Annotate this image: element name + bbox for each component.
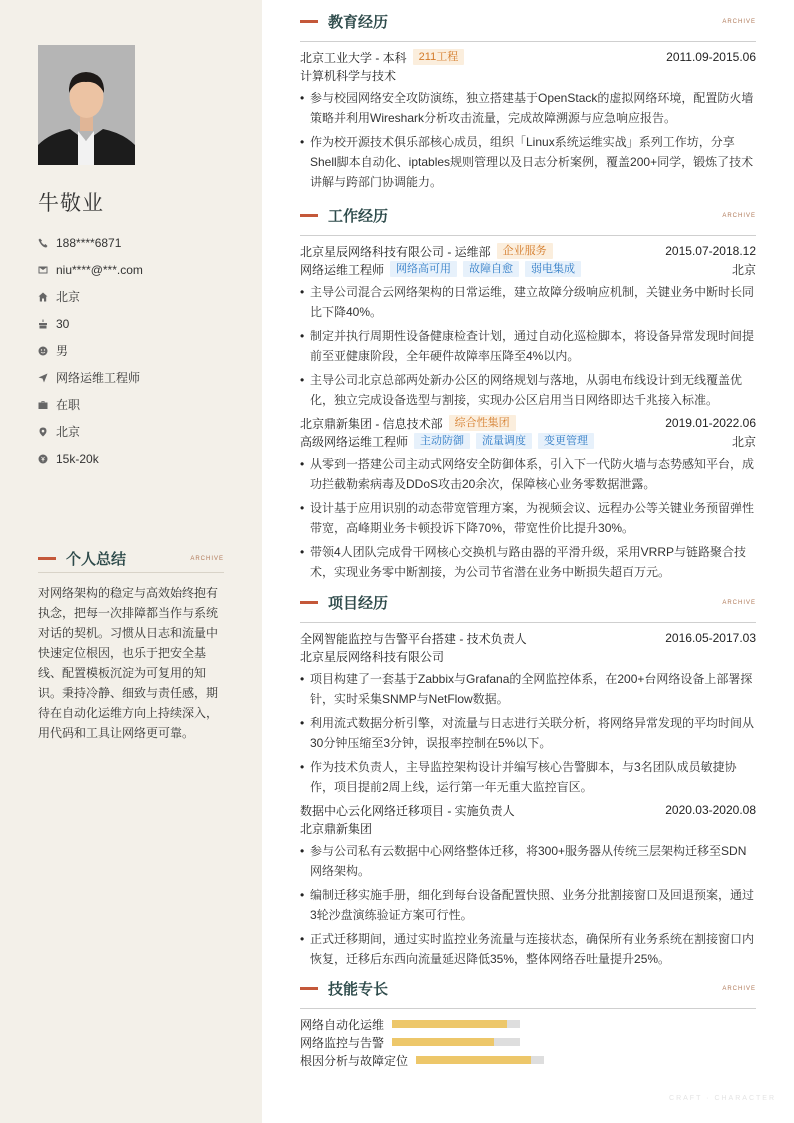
sidebar: [0, 0, 262, 1123]
company-tag: 综合性集团: [449, 415, 516, 431]
summary-title: 个人总结: [66, 551, 127, 568]
list-item: • 作为技术负责人，主导监控架构设计并编写核心告警脚本，与3名团队成员敏捷协作，项目提前2周上线，运行第一年无重大监控盲区。: [300, 757, 756, 797]
project-org: 北京星辰网络科技有限公司: [300, 649, 445, 664]
list-item: • 利用流式数据分析引擎，对流量与日志进行关联分析，将网络异常发现的平均时间从30分钟压缩至3分钟，误报率控制在5%以下。: [300, 713, 756, 753]
skills-title: 技能专长: [328, 981, 389, 998]
work-entry-header: [300, 242, 756, 260]
send-icon: [38, 373, 56, 383]
project-name: 数据中心云化网络迁移项目 - 实施负责人: [300, 803, 515, 818]
work-role-row: [300, 260, 756, 278]
job-city: 北京: [731, 262, 756, 277]
contact-status: [38, 391, 238, 418]
contact-text: 北京: [56, 425, 81, 439]
list-item: • 设计基于应用识别的动态带宽管理方案，为视频会议、远程办公等关键业务预留弹性带宽，高峰期业务卡顿投诉下降70%，带宽性价比提升30%。: [300, 498, 756, 538]
skill-name: 网络自动化运维: [300, 1017, 385, 1032]
school-tag: 211工程: [413, 49, 465, 65]
contact-text: 188****6871: [56, 235, 122, 250]
footer-watermark: CRAFT · CHARACTER: [669, 1095, 776, 1102]
summary-text: 对网络架构的稳定与高效始终抱有执念，把每一次排障都当作与系统对话的契机。习惯从日志和流量中快速定位根因，也乐于把安全基线、配置模板沉淀为可复用的知识。秉持冷静、细致与责任感，期待在自动化运维方向上持续深入，用代码和工具让网络更可靠。: [38, 586, 219, 740]
skill-tag: 弱电集成: [525, 261, 581, 277]
project-date: 2020.03-2020.08: [665, 803, 756, 817]
contact-salary: [38, 445, 238, 472]
work-bullets: [300, 454, 756, 582]
cake-icon: [38, 319, 56, 329]
work-entry-header: [300, 414, 756, 432]
list-item: • 作为校开源技术俱乐部核心成员，组织「Linux系统运维实战」系列工作坊，分享Shell脚本自动化、iptables规则管理以及日志分析案例，覆盖200+同学，锻炼了技术讲解与跨部门协调能力。: [300, 132, 756, 192]
contact-list: [38, 229, 238, 472]
work-section: [300, 196, 756, 582]
home-icon: [38, 292, 56, 302]
archive-label: ARCHIVE: [722, 212, 756, 219]
skill-name: 根因分析与故障定位: [300, 1053, 409, 1068]
skill-item: [300, 1051, 544, 1069]
skill-item: [300, 1033, 520, 1051]
education-header: [300, 2, 756, 42]
skill-tag: 网络高可用: [390, 261, 457, 277]
money-icon: [38, 454, 56, 464]
contact-text: niu****@***.com: [56, 262, 143, 277]
company-name: 北京鼎新集团 - 信息技术部: [300, 416, 443, 431]
archive-label: ARCHIVE: [722, 985, 756, 992]
company-name: 北京星辰网络科技有限公司 - 运维部: [300, 244, 491, 259]
contact-phone: [38, 229, 238, 256]
contact-text: 男: [56, 344, 69, 358]
project-date: 2016.05-2017.03: [665, 631, 756, 645]
skill-level-fill: [416, 1056, 531, 1064]
project-name: 全网智能监控与告警平台搭建 - 技术负责人: [300, 631, 527, 646]
location-pin-icon: [38, 427, 56, 437]
work-title: 工作经历: [328, 208, 389, 225]
job-role: 高级网络运维工程师: [300, 434, 409, 449]
contact-age: [38, 310, 238, 337]
list-item: • 正式迁移期间，通过实时监控业务流量与连接状态，确保所有业务系统在割接窗口内恢复，迁移后东西向流量延迟降低35%，整体网络吞吐量提升25%。: [300, 929, 756, 969]
skill-tag: 流量调度: [476, 433, 532, 449]
skill-tag: 故障自愈: [463, 261, 519, 277]
contact-location: [38, 418, 238, 445]
project-entry-header: [300, 629, 756, 647]
list-item: • 从零到一搭建公司主动式网络安全防御体系，引入下一代防火墙与态势感知平台，成功拦截勒索病毒及DDoS攻击20余次，保障核心业务零数据泄露。: [300, 454, 756, 494]
phone-icon: [38, 238, 56, 248]
list-item: • 参与公司私有云数据中心网络整体迁移，将300+服务器从传统三层架构迁移至SDN网络架构。: [300, 841, 756, 881]
contact-text: 30: [56, 316, 70, 331]
contact-text: 网络运维工程师: [56, 371, 141, 385]
project-entry: [300, 801, 756, 969]
profile-photo: [38, 45, 135, 165]
archive-label: ARCHIVE: [722, 599, 756, 606]
list-item: • 主导公司北京总部两处新办公区的网络规划与落地，从弱电布线设计到无线覆盖优化，独立完成设备选型与割接，实现办公区启用当日网络即达千兆接入标准。: [300, 370, 756, 410]
person-photo-icon: [38, 45, 135, 165]
contact-text: 在职: [56, 398, 81, 412]
education-date: 2011.09-2015.06: [666, 50, 756, 64]
archive-label: ARCHIVE: [722, 18, 756, 25]
project-org: 北京鼎新集团: [300, 821, 373, 836]
skills-header: [300, 969, 756, 1009]
skill-level-fill: [392, 1038, 494, 1046]
contact-text: 15k-20k: [56, 451, 99, 466]
list-item: • 编制迁移实施手册，细化到每台设备配置快照、业务分批割接窗口及回退预案，通过3轮沙盘演练验证方案可行性。: [300, 885, 756, 925]
mail-icon: [38, 265, 56, 275]
archive-label: ARCHIVE: [190, 555, 224, 562]
skill-tag: 变更管理: [538, 433, 594, 449]
section-accent-bar: [300, 987, 318, 990]
candidate-name: 牛敬业: [38, 192, 104, 215]
projects-header: [300, 583, 756, 623]
skills-list: [300, 1015, 756, 1069]
education-entry-header: [300, 48, 756, 66]
projects-section: [300, 583, 756, 969]
education-title: 教育经历: [328, 14, 389, 31]
contact-email: [38, 256, 238, 283]
school-name: 北京工业大学 - 本科: [300, 50, 407, 65]
job-city: 北京: [731, 434, 756, 449]
projects-title: 项目经历: [328, 595, 389, 612]
company-tag: 企业服务: [497, 243, 553, 259]
summary-section: [38, 545, 224, 743]
section-accent-bar: [38, 557, 56, 560]
list-item: • 主导公司混合云网络架构的日常运维，建立故障分级响应机制，关键业务中断时长同比下降40%。: [300, 282, 756, 322]
work-header: [300, 196, 756, 236]
contact-position: [38, 364, 238, 391]
briefcase-icon: [38, 400, 56, 410]
work-date: 2015.07-2018.12: [665, 244, 756, 258]
section-accent-bar: [300, 601, 318, 604]
work-entry: [300, 414, 756, 582]
work-date: 2019.01-2022.06: [665, 416, 756, 430]
summary-header: [38, 545, 224, 573]
list-item: • 项目构建了一套基于Zabbix与Grafana的全网监控体系，在200+台网络设备上部署探针，实时采集SNMP与NetFlow数据。: [300, 669, 756, 709]
skill-level-fill: [392, 1020, 507, 1028]
section-accent-bar: [300, 20, 318, 23]
contact-home: [38, 283, 238, 310]
project-entry: [300, 629, 756, 797]
skill-name: 网络监控与告警: [300, 1035, 385, 1050]
project-bullets: [300, 841, 756, 969]
project-bullets: [300, 669, 756, 797]
education-major: 计算机科学与技术: [300, 68, 397, 83]
skill-item: [300, 1015, 520, 1033]
project-entry-header: [300, 801, 756, 819]
contact-text: 北京: [56, 290, 81, 304]
list-item: • 带领4人团队完成骨干网核心交换机与路由器的平滑升级，采用VRRP与链路聚合技术，实现业务零中断割接，为公司节省潜在业务中断损失超百万元。: [300, 542, 756, 582]
skill-level-bar: [392, 1038, 520, 1046]
work-role-row: [300, 432, 756, 450]
education-bullets: [300, 88, 756, 192]
list-item: • 制定并执行周期性设备健康检查计划，通过自动化巡检脚本，将设备异常发现时间提前至亚健康阶段，全年硬件故障率压降至4%以内。: [300, 326, 756, 366]
education-section: [300, 2, 756, 192]
face-icon: [38, 346, 56, 356]
skill-level-bar: [392, 1020, 520, 1028]
work-entry: [300, 242, 756, 410]
section-accent-bar: [300, 214, 318, 217]
work-bullets: [300, 282, 756, 410]
skill-tag: 主动防御: [414, 433, 470, 449]
skills-section: [300, 969, 756, 1069]
skill-level-bar: [416, 1056, 544, 1064]
list-item: • 参与校园网络安全攻防演练，独立搭建基于OpenStack的虚拟网络环境，配置防火墙策略并利用Wireshark分析攻击流量，完成故障溯源与应急响应报告。: [300, 88, 756, 128]
job-role: 网络运维工程师: [300, 262, 385, 277]
contact-gender: [38, 337, 238, 364]
